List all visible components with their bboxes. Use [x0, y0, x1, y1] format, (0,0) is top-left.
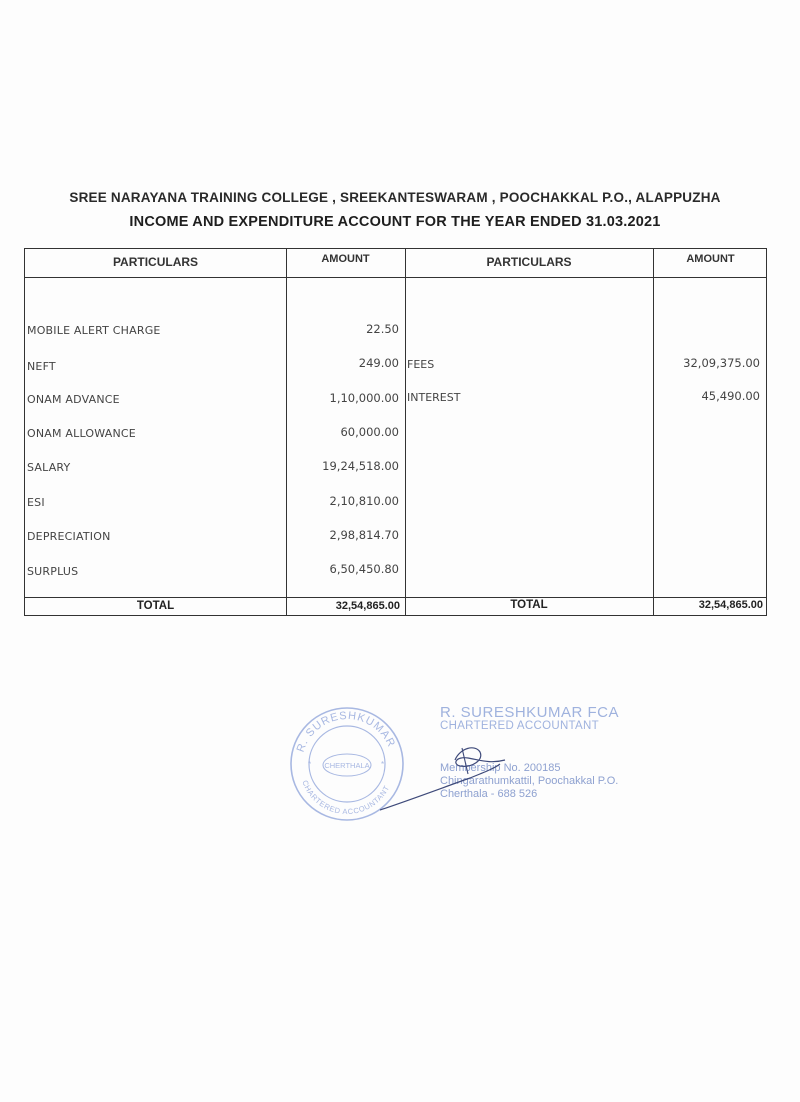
- header-divider: [25, 277, 766, 278]
- total-amount-right: 32,54,865.00: [698, 599, 763, 611]
- expenditure-amount: 249.00: [358, 356, 399, 370]
- column-header-particulars-left: PARTICULARS: [112, 255, 199, 269]
- income-label: INTEREST: [407, 391, 461, 404]
- auditor-address-line1: Chingarathumkattil, Poochakkal P.O.: [440, 775, 619, 787]
- statement-title: INCOME AND EXPENDITURE ACCOUNT FOR THE YEAR ENDED 31.03.2021: [129, 214, 661, 230]
- expenditure-label: ESI: [27, 496, 45, 509]
- auditor-name: R. SURESHKUMAR FCA: [440, 704, 620, 721]
- svg-text:CHARTERED ACCOUNTANT: CHARTERED ACCOUNTANT: [300, 778, 392, 817]
- total-amount-left: 32,54,865.00: [335, 600, 400, 612]
- expenditure-label: SURPLUS: [27, 565, 79, 578]
- expenditure-label: ONAM ADVANCE: [27, 393, 120, 406]
- expenditure-amount: 1,10,000.00: [329, 391, 399, 405]
- income-expenditure-table: [24, 248, 767, 616]
- expenditure-label: MOBILE ALERT CHARGE: [27, 324, 161, 337]
- expenditure-label: DEPRECIATION: [27, 530, 111, 543]
- income-amount: 32,09,375.00: [683, 356, 760, 370]
- expenditure-amount: 6,50,450.80: [329, 562, 399, 576]
- expenditure-amount: 2,10,810.00: [329, 494, 399, 508]
- svg-text:*: *: [308, 760, 312, 769]
- column-divider: [405, 249, 406, 615]
- income-amount: 45,490.00: [701, 389, 760, 403]
- svg-text:*: *: [381, 760, 385, 769]
- handwritten-signature: [360, 730, 560, 820]
- expenditure-amount: 22.50: [366, 322, 399, 336]
- expenditure-amount: 2,98,814.70: [329, 528, 399, 542]
- institution-title: SREE NARAYANA TRAINING COLLEGE , SREEKANTESWARAM , POOCHAKKAL P.O., ALAPPUZHA: [69, 190, 721, 205]
- total-label-left: TOTAL: [136, 600, 175, 612]
- column-header-amount-right: AMOUNT: [686, 253, 735, 265]
- auditor-membership: Membership No. 200185: [440, 762, 561, 774]
- expenditure-label: ONAM ALLOWANCE: [27, 427, 136, 440]
- auditor-address-line2: Cherthala - 688 526: [440, 788, 538, 800]
- total-divider: [25, 597, 766, 598]
- expenditure-label: SALARY: [27, 461, 71, 474]
- column-divider: [653, 249, 654, 615]
- income-label: FEES: [407, 358, 435, 371]
- auditor-title: CHARTERED ACCOUNTANT: [440, 720, 599, 732]
- column-header-amount-left: AMOUNT: [321, 253, 370, 265]
- svg-text:R. SURESHKUMAR: R. SURESHKUMAR: [294, 709, 398, 754]
- expenditure-amount: 60,000.00: [340, 425, 399, 439]
- svg-text:CHERTHALA: CHERTHALA: [324, 761, 370, 770]
- column-header-particulars-right: PARTICULARS: [486, 255, 572, 269]
- expenditure-amount: 19,24,518.00: [322, 459, 399, 473]
- total-label-right: TOTAL: [510, 599, 548, 611]
- expenditure-label: NEFT: [27, 360, 56, 373]
